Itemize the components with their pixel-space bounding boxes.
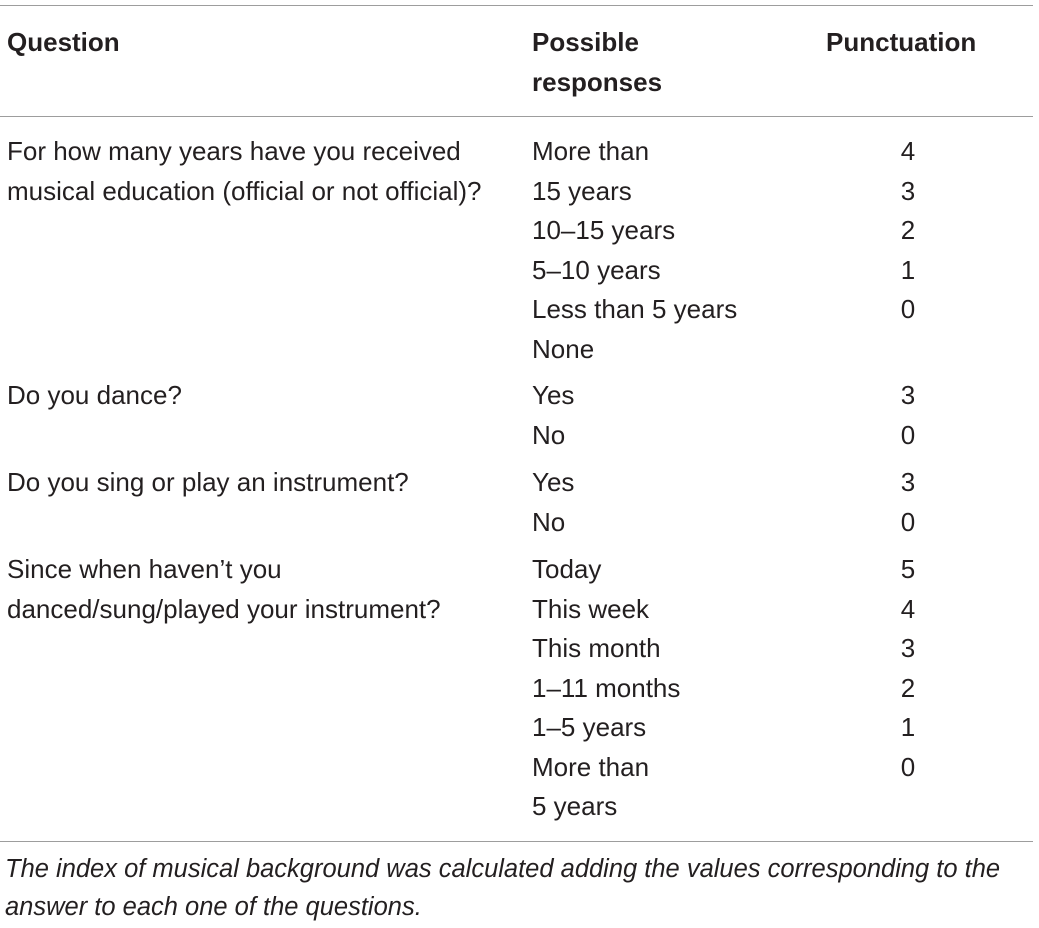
score-value: 3 bbox=[900, 175, 916, 206]
score-value: 0 bbox=[900, 751, 916, 782]
header-possible-responses: Possible responses bbox=[532, 27, 663, 97]
score-value: 3 bbox=[900, 633, 916, 663]
response-item: 1–11 months bbox=[532, 672, 681, 703]
score-value: 0 bbox=[900, 506, 916, 537]
punctuation-cell bbox=[880, 463, 936, 542]
score-value: 5 bbox=[900, 554, 916, 584]
score-value: 2 bbox=[900, 672, 916, 703]
response-item: More than bbox=[532, 136, 650, 166]
header-divider-rule bbox=[0, 116, 1033, 117]
score-value: 3 bbox=[900, 467, 916, 497]
response-item: 10–15 years bbox=[532, 215, 676, 245]
punctuation-cell bbox=[880, 132, 936, 330]
response-item: Yes bbox=[532, 380, 575, 410]
table-bottom-rule bbox=[0, 841, 1033, 842]
response-item: Today bbox=[532, 554, 602, 584]
response-item: More than bbox=[532, 751, 650, 782]
score-value: 1 bbox=[900, 712, 916, 742]
score-value: 0 bbox=[900, 294, 916, 324]
response-item: 5–10 years bbox=[532, 254, 661, 285]
header-question: Question bbox=[7, 27, 120, 57]
header-punctuation: Punctuation bbox=[826, 27, 977, 57]
punctuation-cell bbox=[880, 376, 936, 455]
question-cell: Since when haven’t you danced/sung/played your instrument? bbox=[7, 554, 441, 624]
responses-cell bbox=[532, 376, 802, 455]
question-cell: Do you sing or play an instrument? bbox=[7, 467, 409, 497]
table-header bbox=[0, 22, 1039, 102]
responses-cell bbox=[532, 132, 802, 369]
response-item: No bbox=[532, 419, 566, 450]
response-item: None bbox=[532, 333, 595, 364]
score-value: 4 bbox=[900, 136, 916, 166]
response-item: This week bbox=[532, 593, 650, 624]
responses-cell bbox=[532, 463, 802, 542]
punctuation-cell bbox=[880, 550, 936, 787]
response-item: 5 years bbox=[532, 791, 618, 821]
responses-cell bbox=[532, 550, 802, 827]
response-item: Less than 5 years bbox=[532, 294, 738, 324]
response-item: This month bbox=[532, 633, 661, 663]
score-value: 3 bbox=[900, 380, 916, 410]
response-item: 1–5 years bbox=[532, 712, 647, 742]
response-item: Yes bbox=[532, 467, 575, 497]
score-value: 1 bbox=[900, 254, 916, 285]
question-cell: For how many years have you received musical education (official or not official)? bbox=[7, 136, 482, 206]
table-footnote: The index of musical background was calculated adding the values corresponding to the answer to each one of the questions. bbox=[5, 855, 1001, 921]
score-value: 4 bbox=[900, 593, 916, 624]
response-item: No bbox=[532, 506, 566, 537]
response-item: 15 years bbox=[532, 175, 632, 206]
score-value: 0 bbox=[900, 419, 916, 450]
table-top-rule bbox=[0, 5, 1033, 6]
question-cell: Do you dance? bbox=[7, 380, 182, 410]
score-value: 2 bbox=[900, 215, 916, 245]
